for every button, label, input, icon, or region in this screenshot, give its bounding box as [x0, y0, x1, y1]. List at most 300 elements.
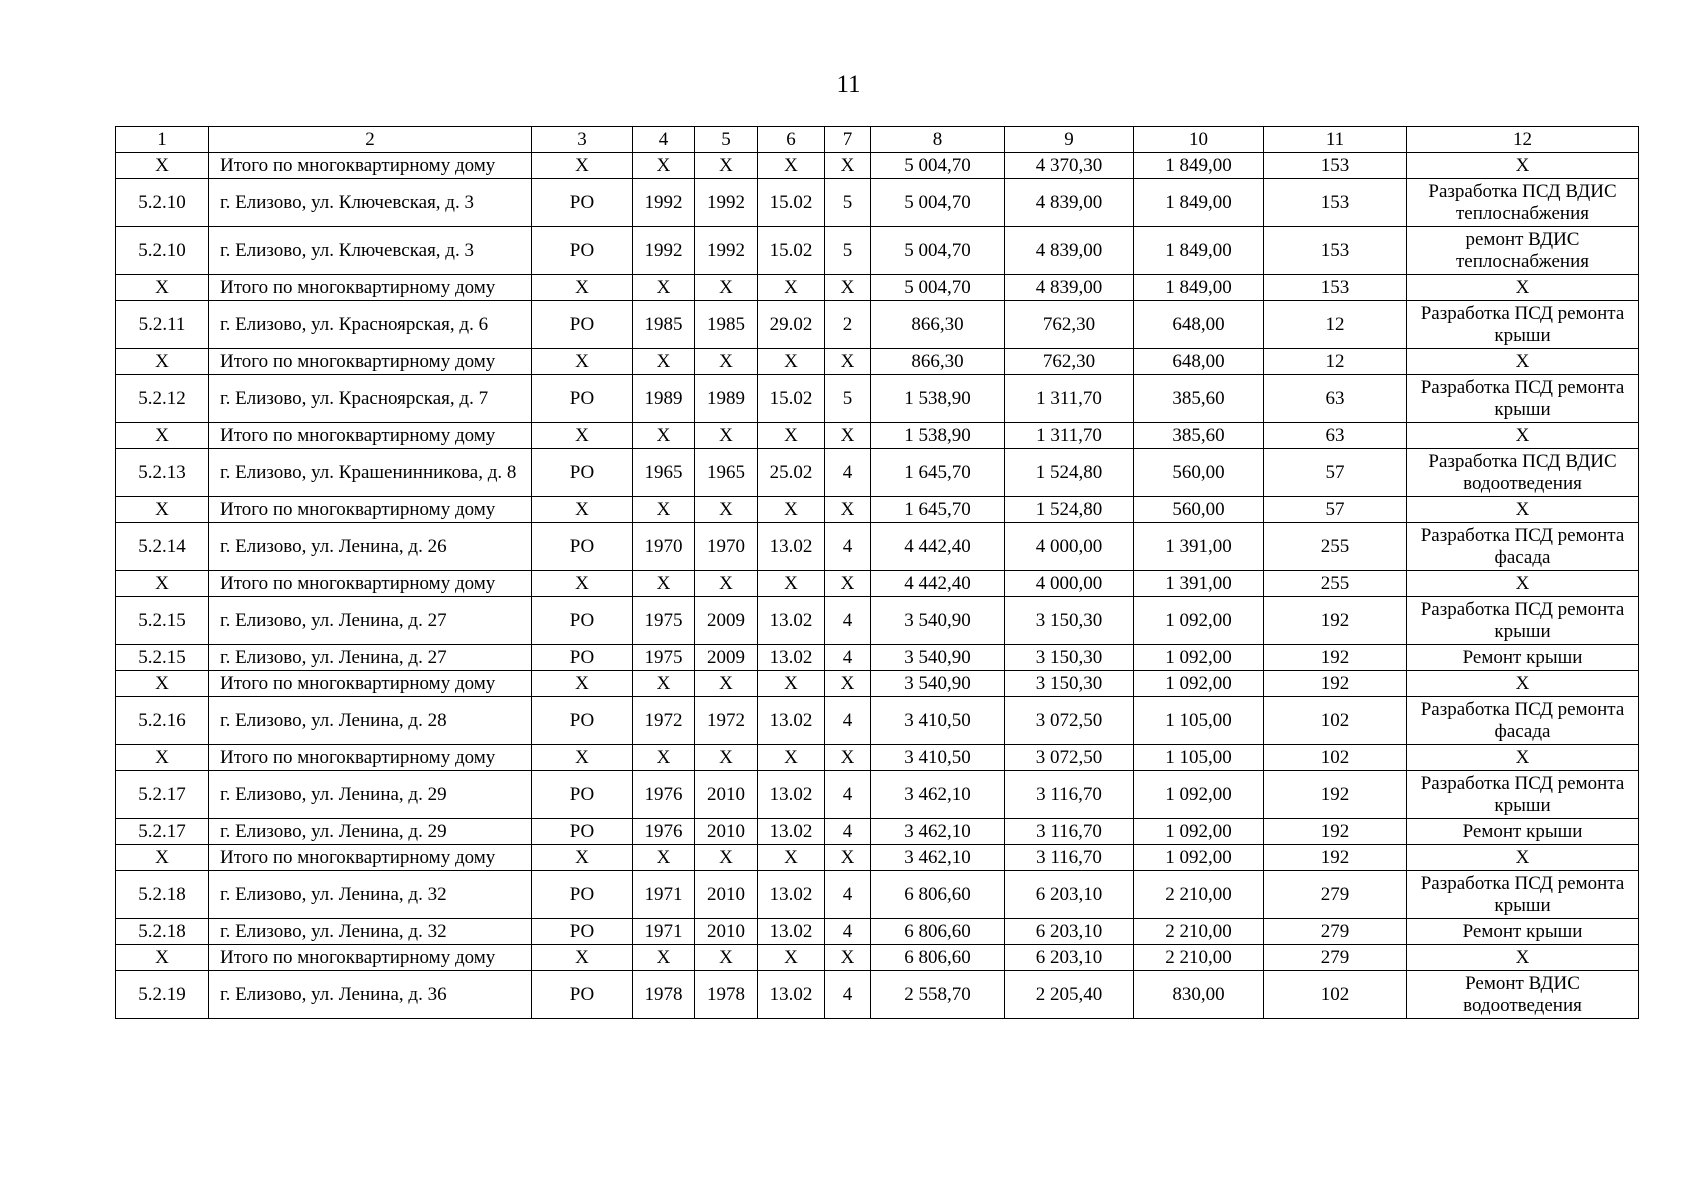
owner-type-cell: РО [532, 819, 633, 845]
year-built-cell: Х [633, 349, 695, 375]
total-row [116, 153, 1639, 179]
address-cell: Итого по многоквартирному дому [209, 845, 532, 871]
area-common-cell: 830,00 [1134, 971, 1264, 1019]
item-number-cell: 5.2.15 [116, 645, 209, 671]
date-cell: 13.02 [758, 971, 825, 1019]
item-number-cell: 5.2.17 [116, 771, 209, 819]
item-number-cell: 5.2.13 [116, 449, 209, 497]
year-built-cell: 1976 [633, 771, 695, 819]
item-number-cell: 5.2.10 [116, 179, 209, 227]
area-common-cell: 1 849,00 [1134, 227, 1264, 275]
floors-cell: 5 [825, 179, 871, 227]
year-built-cell: Х [633, 497, 695, 523]
floors-cell: 4 [825, 771, 871, 819]
area-total-cell: 1 538,90 [871, 375, 1005, 423]
owner-type-cell: РО [532, 597, 633, 645]
owner-type-cell: РО [532, 697, 633, 745]
date-cell: Х [758, 423, 825, 449]
area-total-cell: 1 645,70 [871, 497, 1005, 523]
year-built-cell: 1976 [633, 819, 695, 845]
work-type-cell: Х [1407, 497, 1639, 523]
header-cell-11: 11 [1264, 127, 1407, 153]
header-cell-5: 5 [695, 127, 758, 153]
address-cell: г. Елизово, ул. Ленина, д. 32 [209, 919, 532, 945]
work-type-cell: Ремонт крыши [1407, 919, 1639, 945]
work-type-cell: Х [1407, 745, 1639, 771]
area-total-cell: 5 004,70 [871, 179, 1005, 227]
year-built-cell: Х [633, 745, 695, 771]
header-cell-12: 12 [1407, 127, 1639, 153]
floors-cell: 4 [825, 449, 871, 497]
owner-type-cell: РО [532, 179, 633, 227]
page-number: 11 [836, 71, 861, 98]
area-total-cell: 5 004,70 [871, 275, 1005, 301]
work-type-cell: Разработка ПСД ВДИС теплоснабжения [1407, 179, 1639, 227]
item-number-cell: Х [116, 745, 209, 771]
work-type-cell: Х [1407, 275, 1639, 301]
area-common-cell: 1 849,00 [1134, 179, 1264, 227]
owner-type-cell: РО [532, 871, 633, 919]
work-type-cell: Ремонт крыши [1407, 645, 1639, 671]
residents-cell: 192 [1264, 645, 1407, 671]
item-number-cell: Х [116, 845, 209, 871]
area-living-cell: 1 311,70 [1005, 423, 1134, 449]
owner-type-cell: Х [532, 423, 633, 449]
year-built-cell: 1970 [633, 523, 695, 571]
total-row [116, 945, 1639, 971]
item-number-cell: 5.2.18 [116, 919, 209, 945]
year-commissioned-cell: 1989 [695, 375, 758, 423]
year-commissioned-cell: 2009 [695, 597, 758, 645]
area-total-cell: 3 462,10 [871, 819, 1005, 845]
residents-cell: 279 [1264, 919, 1407, 945]
owner-type-cell: РО [532, 227, 633, 275]
floors-cell: 4 [825, 597, 871, 645]
item-number-cell: 5.2.19 [116, 971, 209, 1019]
floors-cell: 2 [825, 301, 871, 349]
year-commissioned-cell: 2009 [695, 645, 758, 671]
item-number-cell: 5.2.10 [116, 227, 209, 275]
residents-cell: 279 [1264, 871, 1407, 919]
year-commissioned-cell: Х [695, 275, 758, 301]
date-cell: 13.02 [758, 645, 825, 671]
area-living-cell: 3 072,50 [1005, 697, 1134, 745]
residents-cell: 255 [1264, 523, 1407, 571]
residents-cell: 102 [1264, 697, 1407, 745]
floors-cell: Х [825, 275, 871, 301]
table-row [116, 697, 1639, 745]
residents-cell: 102 [1264, 745, 1407, 771]
owner-type-cell: РО [532, 523, 633, 571]
year-commissioned-cell: 1985 [695, 301, 758, 349]
owner-type-cell: Х [532, 571, 633, 597]
header-cell-4: 4 [633, 127, 695, 153]
year-built-cell: 1989 [633, 375, 695, 423]
address-cell: г. Елизово, ул. Ленина, д. 36 [209, 971, 532, 1019]
address-cell: г. Елизово, ул. Ключевская, д. 3 [209, 227, 532, 275]
address-cell: Итого по многоквартирному дому [209, 275, 532, 301]
table-row [116, 645, 1639, 671]
residents-cell: 192 [1264, 597, 1407, 645]
area-living-cell: 3 116,70 [1005, 771, 1134, 819]
header-cell-2: 2 [209, 127, 532, 153]
table-row [116, 771, 1639, 819]
work-type-cell: Х [1407, 571, 1639, 597]
area-common-cell: 1 092,00 [1134, 597, 1264, 645]
header-row [116, 127, 1639, 153]
area-common-cell: 648,00 [1134, 301, 1264, 349]
address-cell: Итого по многоквартирному дому [209, 571, 532, 597]
date-cell: 29.02 [758, 301, 825, 349]
table-row [116, 523, 1639, 571]
year-commissioned-cell: Х [695, 745, 758, 771]
owner-type-cell: РО [532, 301, 633, 349]
residents-cell: 192 [1264, 845, 1407, 871]
floors-cell: Х [825, 571, 871, 597]
residents-cell: 192 [1264, 671, 1407, 697]
year-built-cell: Х [633, 275, 695, 301]
item-number-cell: 5.2.12 [116, 375, 209, 423]
item-number-cell: Х [116, 671, 209, 697]
address-cell: г. Елизово, ул. Ленина, д. 28 [209, 697, 532, 745]
table-row [116, 227, 1639, 275]
work-type-cell: Разработка ПСД ремонта крыши [1407, 375, 1639, 423]
total-row [116, 671, 1639, 697]
area-total-cell: 6 806,60 [871, 919, 1005, 945]
area-total-cell: 1 538,90 [871, 423, 1005, 449]
area-common-cell: 1 849,00 [1134, 153, 1264, 179]
area-common-cell: 1 105,00 [1134, 745, 1264, 771]
date-cell: 15.02 [758, 227, 825, 275]
area-total-cell: 1 645,70 [871, 449, 1005, 497]
area-living-cell: 6 203,10 [1005, 945, 1134, 971]
area-total-cell: 866,30 [871, 349, 1005, 375]
table-body [116, 127, 1639, 1019]
floors-cell: Х [825, 845, 871, 871]
area-total-cell: 5 004,70 [871, 227, 1005, 275]
address-cell: г. Елизово, ул. Ленина, д. 29 [209, 819, 532, 845]
address-cell: Итого по многоквартирному дому [209, 745, 532, 771]
floors-cell: 4 [825, 645, 871, 671]
header-cell-10: 10 [1134, 127, 1264, 153]
year-commissioned-cell: 1972 [695, 697, 758, 745]
address-cell: Итого по многоквартирному дому [209, 349, 532, 375]
work-type-cell: Х [1407, 423, 1639, 449]
floors-cell: 5 [825, 375, 871, 423]
data-table [115, 126, 1639, 1019]
owner-type-cell: Х [532, 497, 633, 523]
area-total-cell: 866,30 [871, 301, 1005, 349]
floors-cell: Х [825, 945, 871, 971]
floors-cell: Х [825, 671, 871, 697]
work-type-cell: Разработка ПСД ремонта фасада [1407, 697, 1639, 745]
area-total-cell: 3 462,10 [871, 845, 1005, 871]
year-built-cell: Х [633, 153, 695, 179]
total-row [116, 349, 1639, 375]
year-commissioned-cell: 1992 [695, 179, 758, 227]
area-total-cell: 4 442,40 [871, 523, 1005, 571]
address-cell: г. Елизово, ул. Ленина, д. 27 [209, 597, 532, 645]
residents-cell: 63 [1264, 423, 1407, 449]
residents-cell: 279 [1264, 945, 1407, 971]
address-cell: Итого по многоквартирному дому [209, 671, 532, 697]
area-common-cell: 1 092,00 [1134, 671, 1264, 697]
area-living-cell: 4 000,00 [1005, 523, 1134, 571]
year-built-cell: 1985 [633, 301, 695, 349]
header-cell-8: 8 [871, 127, 1005, 153]
owner-type-cell: Х [532, 845, 633, 871]
address-cell: Итого по многоквартирному дому [209, 153, 532, 179]
owner-type-cell: Х [532, 671, 633, 697]
header-cell-7: 7 [825, 127, 871, 153]
address-cell: г. Елизово, ул. Красноярская, д. 7 [209, 375, 532, 423]
item-number-cell: 5.2.11 [116, 301, 209, 349]
year-commissioned-cell: 1970 [695, 523, 758, 571]
year-commissioned-cell: 1992 [695, 227, 758, 275]
item-number-cell: 5.2.16 [116, 697, 209, 745]
area-living-cell: 1 524,80 [1005, 497, 1134, 523]
area-living-cell: 4 839,00 [1005, 227, 1134, 275]
header-cell-3: 3 [532, 127, 633, 153]
date-cell: 13.02 [758, 871, 825, 919]
area-common-cell: 1 849,00 [1134, 275, 1264, 301]
year-built-cell: Х [633, 671, 695, 697]
work-type-cell: Разработка ПСД ремонта фасада [1407, 523, 1639, 571]
year-built-cell: 1965 [633, 449, 695, 497]
total-row [116, 845, 1639, 871]
item-number-cell: 5.2.18 [116, 871, 209, 919]
date-cell: 13.02 [758, 819, 825, 845]
area-living-cell: 762,30 [1005, 349, 1134, 375]
area-living-cell: 3 116,70 [1005, 819, 1134, 845]
area-living-cell: 3 150,30 [1005, 671, 1134, 697]
date-cell: Х [758, 349, 825, 375]
table-row [116, 597, 1639, 645]
address-cell: г. Елизово, ул. Ленина, д. 26 [209, 523, 532, 571]
area-common-cell: 1 092,00 [1134, 819, 1264, 845]
residents-cell: 192 [1264, 771, 1407, 819]
year-commissioned-cell: 1978 [695, 971, 758, 1019]
residents-cell: 12 [1264, 349, 1407, 375]
floors-cell: Х [825, 423, 871, 449]
header-cell-6: 6 [758, 127, 825, 153]
area-living-cell: 3 150,30 [1005, 645, 1134, 671]
area-living-cell: 3 116,70 [1005, 845, 1134, 871]
date-cell: 13.02 [758, 697, 825, 745]
header-cell-1: 1 [116, 127, 209, 153]
residents-cell: 57 [1264, 497, 1407, 523]
work-type-cell: Ремонт крыши [1407, 819, 1639, 845]
address-cell: Итого по многоквартирному дому [209, 497, 532, 523]
area-living-cell: 4 839,00 [1005, 275, 1134, 301]
owner-type-cell: РО [532, 375, 633, 423]
work-type-cell: Разработка ПСД ремонта крыши [1407, 871, 1639, 919]
floors-cell: Х [825, 153, 871, 179]
area-living-cell: 3 150,30 [1005, 597, 1134, 645]
table-row [116, 449, 1639, 497]
owner-type-cell: РО [532, 645, 633, 671]
residents-cell: 153 [1264, 275, 1407, 301]
table-row [116, 971, 1639, 1019]
address-cell: Итого по многоквартирному дому [209, 945, 532, 971]
date-cell: 15.02 [758, 375, 825, 423]
item-number-cell: 5.2.17 [116, 819, 209, 845]
area-common-cell: 1 105,00 [1134, 697, 1264, 745]
year-commissioned-cell: Х [695, 671, 758, 697]
year-commissioned-cell: Х [695, 571, 758, 597]
item-number-cell: Х [116, 571, 209, 597]
floors-cell: 4 [825, 819, 871, 845]
address-cell: г. Елизово, ул. Ленина, д. 32 [209, 871, 532, 919]
owner-type-cell: РО [532, 771, 633, 819]
date-cell: Х [758, 497, 825, 523]
area-common-cell: 385,60 [1134, 423, 1264, 449]
area-total-cell: 6 806,60 [871, 945, 1005, 971]
year-commissioned-cell: 1965 [695, 449, 758, 497]
area-common-cell: 1 092,00 [1134, 771, 1264, 819]
area-total-cell: 5 004,70 [871, 153, 1005, 179]
year-commissioned-cell: Х [695, 497, 758, 523]
address-cell: г. Елизово, ул. Ключевская, д. 3 [209, 179, 532, 227]
year-built-cell: 1992 [633, 179, 695, 227]
date-cell: Х [758, 945, 825, 971]
floors-cell: Х [825, 349, 871, 375]
area-living-cell: 1 311,70 [1005, 375, 1134, 423]
date-cell: Х [758, 745, 825, 771]
date-cell: Х [758, 571, 825, 597]
owner-type-cell: РО [532, 919, 633, 945]
address-cell: г. Елизово, ул. Крашенинникова, д. 8 [209, 449, 532, 497]
floors-cell: 4 [825, 871, 871, 919]
work-type-cell: Ремонт ВДИС водоотведения [1407, 971, 1639, 1019]
work-type-cell: Х [1407, 153, 1639, 179]
area-common-cell: 1 391,00 [1134, 523, 1264, 571]
work-type-cell: Разработка ПСД ремонта крыши [1407, 301, 1639, 349]
residents-cell: 153 [1264, 153, 1407, 179]
year-commissioned-cell: Х [695, 423, 758, 449]
year-built-cell: Х [633, 423, 695, 449]
area-living-cell: 3 072,50 [1005, 745, 1134, 771]
area-total-cell: 3 540,90 [871, 645, 1005, 671]
year-built-cell: 1975 [633, 645, 695, 671]
residents-cell: 63 [1264, 375, 1407, 423]
area-living-cell: 1 524,80 [1005, 449, 1134, 497]
total-row [116, 497, 1639, 523]
year-commissioned-cell: 2010 [695, 819, 758, 845]
area-common-cell: 2 210,00 [1134, 945, 1264, 971]
area-living-cell: 4 370,30 [1005, 153, 1134, 179]
year-built-cell: 1972 [633, 697, 695, 745]
floors-cell: 4 [825, 919, 871, 945]
date-cell: 13.02 [758, 919, 825, 945]
area-common-cell: 560,00 [1134, 449, 1264, 497]
work-type-cell: Х [1407, 845, 1639, 871]
work-type-cell: ремонт ВДИС теплоснабжения [1407, 227, 1639, 275]
table-row [116, 871, 1639, 919]
floors-cell: Х [825, 497, 871, 523]
address-cell: г. Елизово, ул. Красноярская, д. 6 [209, 301, 532, 349]
area-total-cell: 3 410,50 [871, 745, 1005, 771]
area-living-cell: 762,30 [1005, 301, 1134, 349]
owner-type-cell: Х [532, 275, 633, 301]
area-common-cell: 1 391,00 [1134, 571, 1264, 597]
year-built-cell: 1975 [633, 597, 695, 645]
owner-type-cell: Х [532, 945, 633, 971]
item-number-cell: 5.2.15 [116, 597, 209, 645]
area-total-cell: 3 462,10 [871, 771, 1005, 819]
area-common-cell: 1 092,00 [1134, 645, 1264, 671]
date-cell: 13.02 [758, 523, 825, 571]
owner-type-cell: Х [532, 153, 633, 179]
address-cell: г. Елизово, ул. Ленина, д. 29 [209, 771, 532, 819]
area-total-cell: 3 410,50 [871, 697, 1005, 745]
date-cell: Х [758, 671, 825, 697]
residents-cell: 102 [1264, 971, 1407, 1019]
area-common-cell: 385,60 [1134, 375, 1264, 423]
work-type-cell: Х [1407, 945, 1639, 971]
area-living-cell: 4 000,00 [1005, 571, 1134, 597]
area-total-cell: 4 442,40 [871, 571, 1005, 597]
date-cell: Х [758, 153, 825, 179]
owner-type-cell: РО [532, 449, 633, 497]
area-common-cell: 560,00 [1134, 497, 1264, 523]
work-type-cell: Х [1407, 349, 1639, 375]
year-commissioned-cell: Х [695, 845, 758, 871]
area-living-cell: 6 203,10 [1005, 919, 1134, 945]
year-commissioned-cell: 2010 [695, 919, 758, 945]
work-type-cell: Разработка ПСД ВДИС водоотведения [1407, 449, 1639, 497]
table-row [116, 819, 1639, 845]
floors-cell: 4 [825, 971, 871, 1019]
area-total-cell: 3 540,90 [871, 671, 1005, 697]
work-type-cell: Х [1407, 671, 1639, 697]
floors-cell: 5 [825, 227, 871, 275]
item-number-cell: Х [116, 945, 209, 971]
year-built-cell: 1978 [633, 971, 695, 1019]
year-built-cell: Х [633, 945, 695, 971]
year-commissioned-cell: 2010 [695, 871, 758, 919]
item-number-cell: Х [116, 423, 209, 449]
date-cell: Х [758, 275, 825, 301]
item-number-cell: Х [116, 153, 209, 179]
area-common-cell: 2 210,00 [1134, 871, 1264, 919]
header-cell-9: 9 [1005, 127, 1134, 153]
item-number-cell: Х [116, 275, 209, 301]
year-commissioned-cell: Х [695, 945, 758, 971]
owner-type-cell: Х [532, 745, 633, 771]
date-cell: 25.02 [758, 449, 825, 497]
floors-cell: Х [825, 745, 871, 771]
owner-type-cell: РО [532, 971, 633, 1019]
year-built-cell: 1971 [633, 871, 695, 919]
item-number-cell: 5.2.14 [116, 523, 209, 571]
area-common-cell: 648,00 [1134, 349, 1264, 375]
residents-cell: 255 [1264, 571, 1407, 597]
date-cell: 13.02 [758, 597, 825, 645]
work-type-cell: Разработка ПСД ремонта крыши [1407, 597, 1639, 645]
work-type-cell: Разработка ПСД ремонта крыши [1407, 771, 1639, 819]
item-number-cell: Х [116, 497, 209, 523]
residents-cell: 57 [1264, 449, 1407, 497]
total-row [116, 571, 1639, 597]
year-built-cell: Х [633, 571, 695, 597]
date-cell: Х [758, 845, 825, 871]
table-row [116, 179, 1639, 227]
table-row [116, 375, 1639, 423]
residents-cell: 12 [1264, 301, 1407, 349]
area-living-cell: 2 205,40 [1005, 971, 1134, 1019]
table-row [116, 301, 1639, 349]
